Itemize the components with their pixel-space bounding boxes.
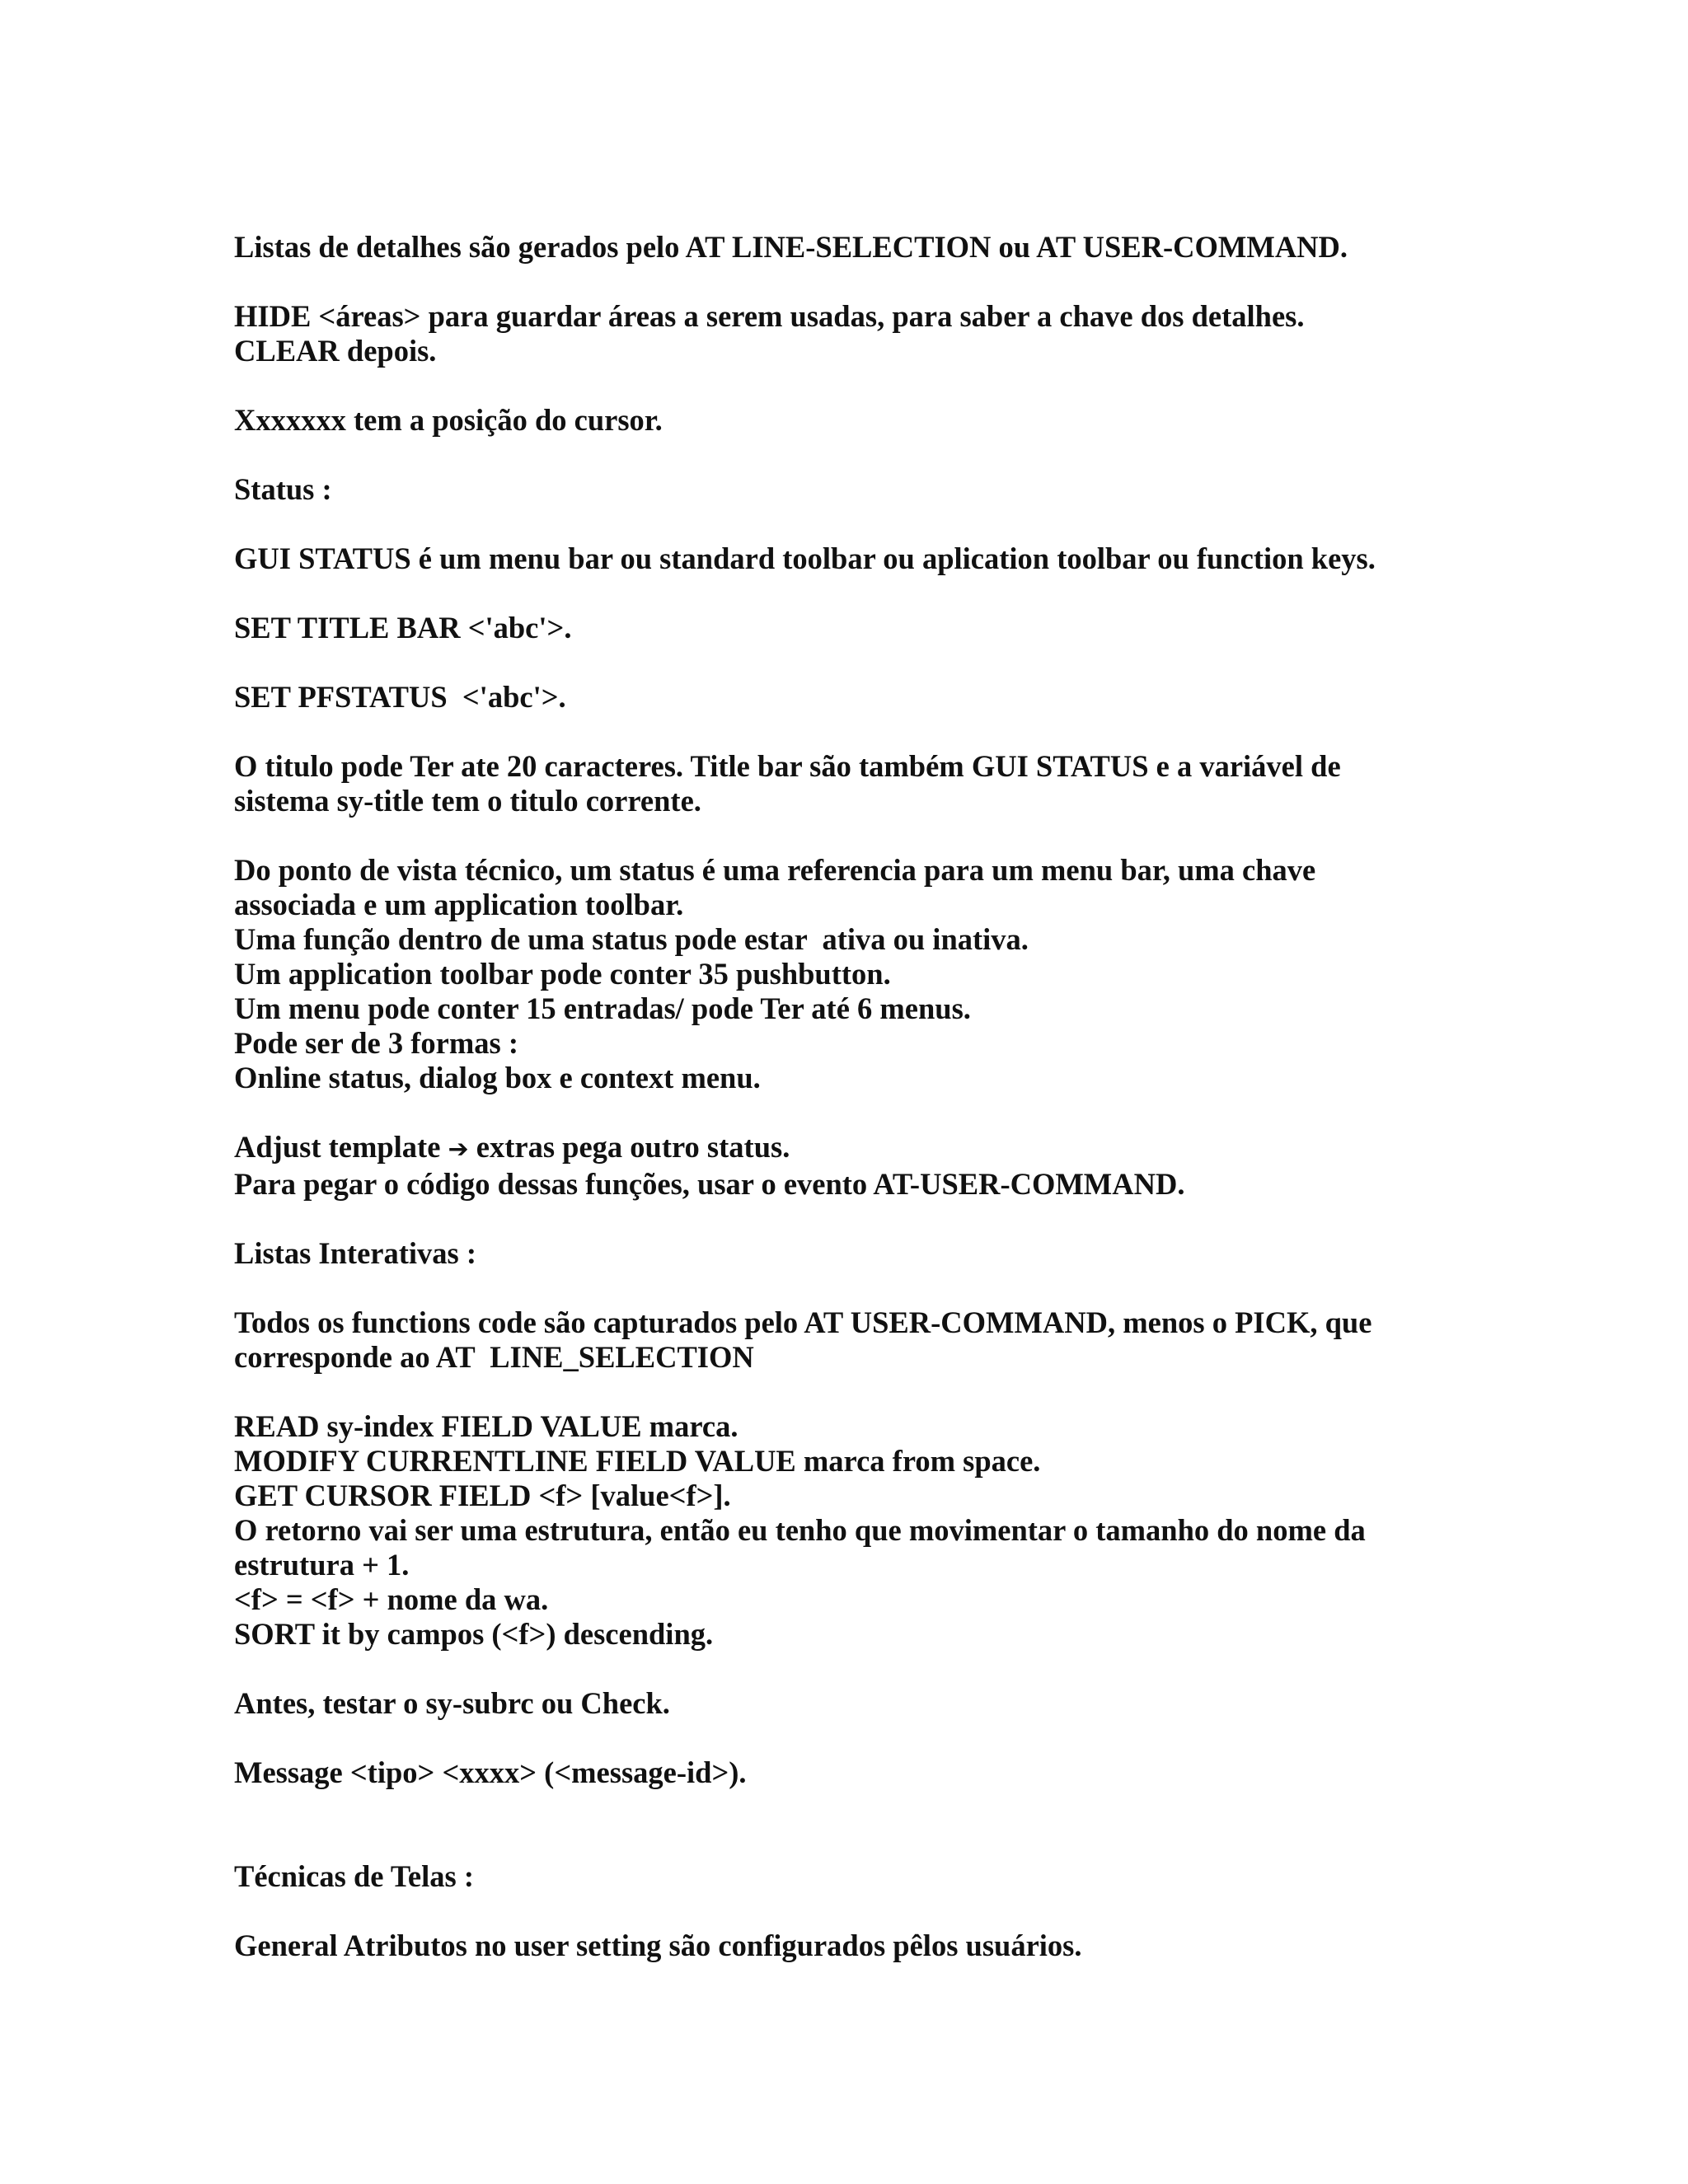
text-line: associada e um application toolbar. [234, 888, 684, 921]
text-line: O titulo pode Ter ate 20 caracteres. Title bar são também GUI STATUS e a variável de [234, 749, 1341, 783]
text-line: Pode ser de 3 formas : [234, 1026, 518, 1060]
text-line: Um application toolbar pode conter 35 pushbutton. [234, 957, 891, 991]
paragraph-adjust-template [234, 1130, 1470, 1202]
text-line: Para pegar o código dessas funções, usar o evento AT-USER-COMMAND. [234, 1167, 1185, 1201]
text-line: GET CURSOR FIELD <f> [value<f>]. [234, 1479, 731, 1512]
paragraph-gui-status [234, 541, 1470, 576]
text-line: Listas de detalhes são gerados pelo AT LINE-SELECTION ou AT USER-COMMAND. [234, 230, 1348, 264]
text-line: Listas Interativas : [234, 1236, 477, 1270]
text-line: estrutura + 1. [234, 1548, 410, 1582]
text-fragment: Adjust template [234, 1130, 441, 1164]
text-line: READ sy-index FIELD VALUE marca. [234, 1409, 738, 1443]
text-line: <f> = <f> + nome da wa. [234, 1582, 549, 1616]
text-fragment: extras pega outro status. [476, 1130, 790, 1164]
paragraph-cursor [234, 403, 1470, 438]
text-line: corresponde ao AT LINE_SELECTION [234, 1340, 754, 1374]
text-line: SET PFSTATUS <'abc'>. [234, 680, 566, 714]
text-line-with-arrow [234, 1130, 1470, 1167]
paragraph-subrc [234, 1686, 1470, 1721]
heading-status [234, 472, 1470, 507]
text-line: General Atributos no user setting são configurados pêlos usuários. [234, 1929, 1082, 1962]
paragraph-set-pfstatus [234, 680, 1470, 715]
text-line: SET TITLE BAR <'abc'>. [234, 611, 572, 644]
text-line: Um menu pode conter 15 entradas/ pode Ter até 6 menus. [234, 991, 971, 1025]
text-line: GUI STATUS é um menu bar ou standard toolbar ou aplication toolbar ou function keys. [234, 541, 1376, 575]
text-line: Online status, dialog box e context menu. [234, 1061, 761, 1094]
text-line: Antes, testar o sy-subrc ou Check. [234, 1686, 670, 1720]
text-line: SORT it by campos (<f>) descending. [234, 1617, 714, 1651]
text-line: Uma função dentro de uma status pode estar ativa ou inativa. [234, 922, 1029, 956]
text-line: Todos os functions code são capturados pelo AT USER-COMMAND, menos o PICK, que [234, 1305, 1372, 1339]
paragraph-set-title-bar [234, 611, 1470, 645]
text-line: Xxxxxxx tem a posição do cursor. [234, 403, 663, 437]
text-line: HIDE <áreas> para guardar áreas a serem usadas, para saber a chave dos detalhes. [234, 299, 1305, 333]
text-line: sistema sy-title tem o titulo corrente. [234, 784, 701, 818]
paragraph-hide [234, 299, 1470, 368]
text-line: MODIFY CURRENTLINE FIELD VALUE marca from space. [234, 1444, 1041, 1478]
paragraph-function-codes [234, 1305, 1470, 1375]
heading-interactive-lists [234, 1236, 1470, 1271]
text-line: Técnicas de Telas : [234, 1859, 475, 1893]
text-line: O retorno vai ser uma estrutura, então eu tenho que movimentar o tamanho do nome da [234, 1513, 1366, 1547]
paragraph-read-modify [234, 1409, 1470, 1652]
paragraph-message [234, 1755, 1470, 1790]
heading-screen-techniques [234, 1859, 1470, 1894]
text-line: Message <tipo> <xxxx> (<message-id>). [234, 1755, 747, 1789]
paragraph-title-length [234, 749, 1470, 818]
paragraph-technical-status [234, 853, 1470, 1095]
text-line: Do ponto de vista técnico, um status é uma referencia para um menu bar, uma chave [234, 853, 1316, 887]
right-arrow-icon: ➔ [448, 1135, 469, 1164]
paragraph-detail-lists [234, 230, 1470, 265]
paragraph-general-attributes [234, 1929, 1470, 1963]
text-line: CLEAR depois. [234, 334, 437, 368]
document-page [234, 230, 1470, 1998]
text-line: Status : [234, 472, 332, 506]
